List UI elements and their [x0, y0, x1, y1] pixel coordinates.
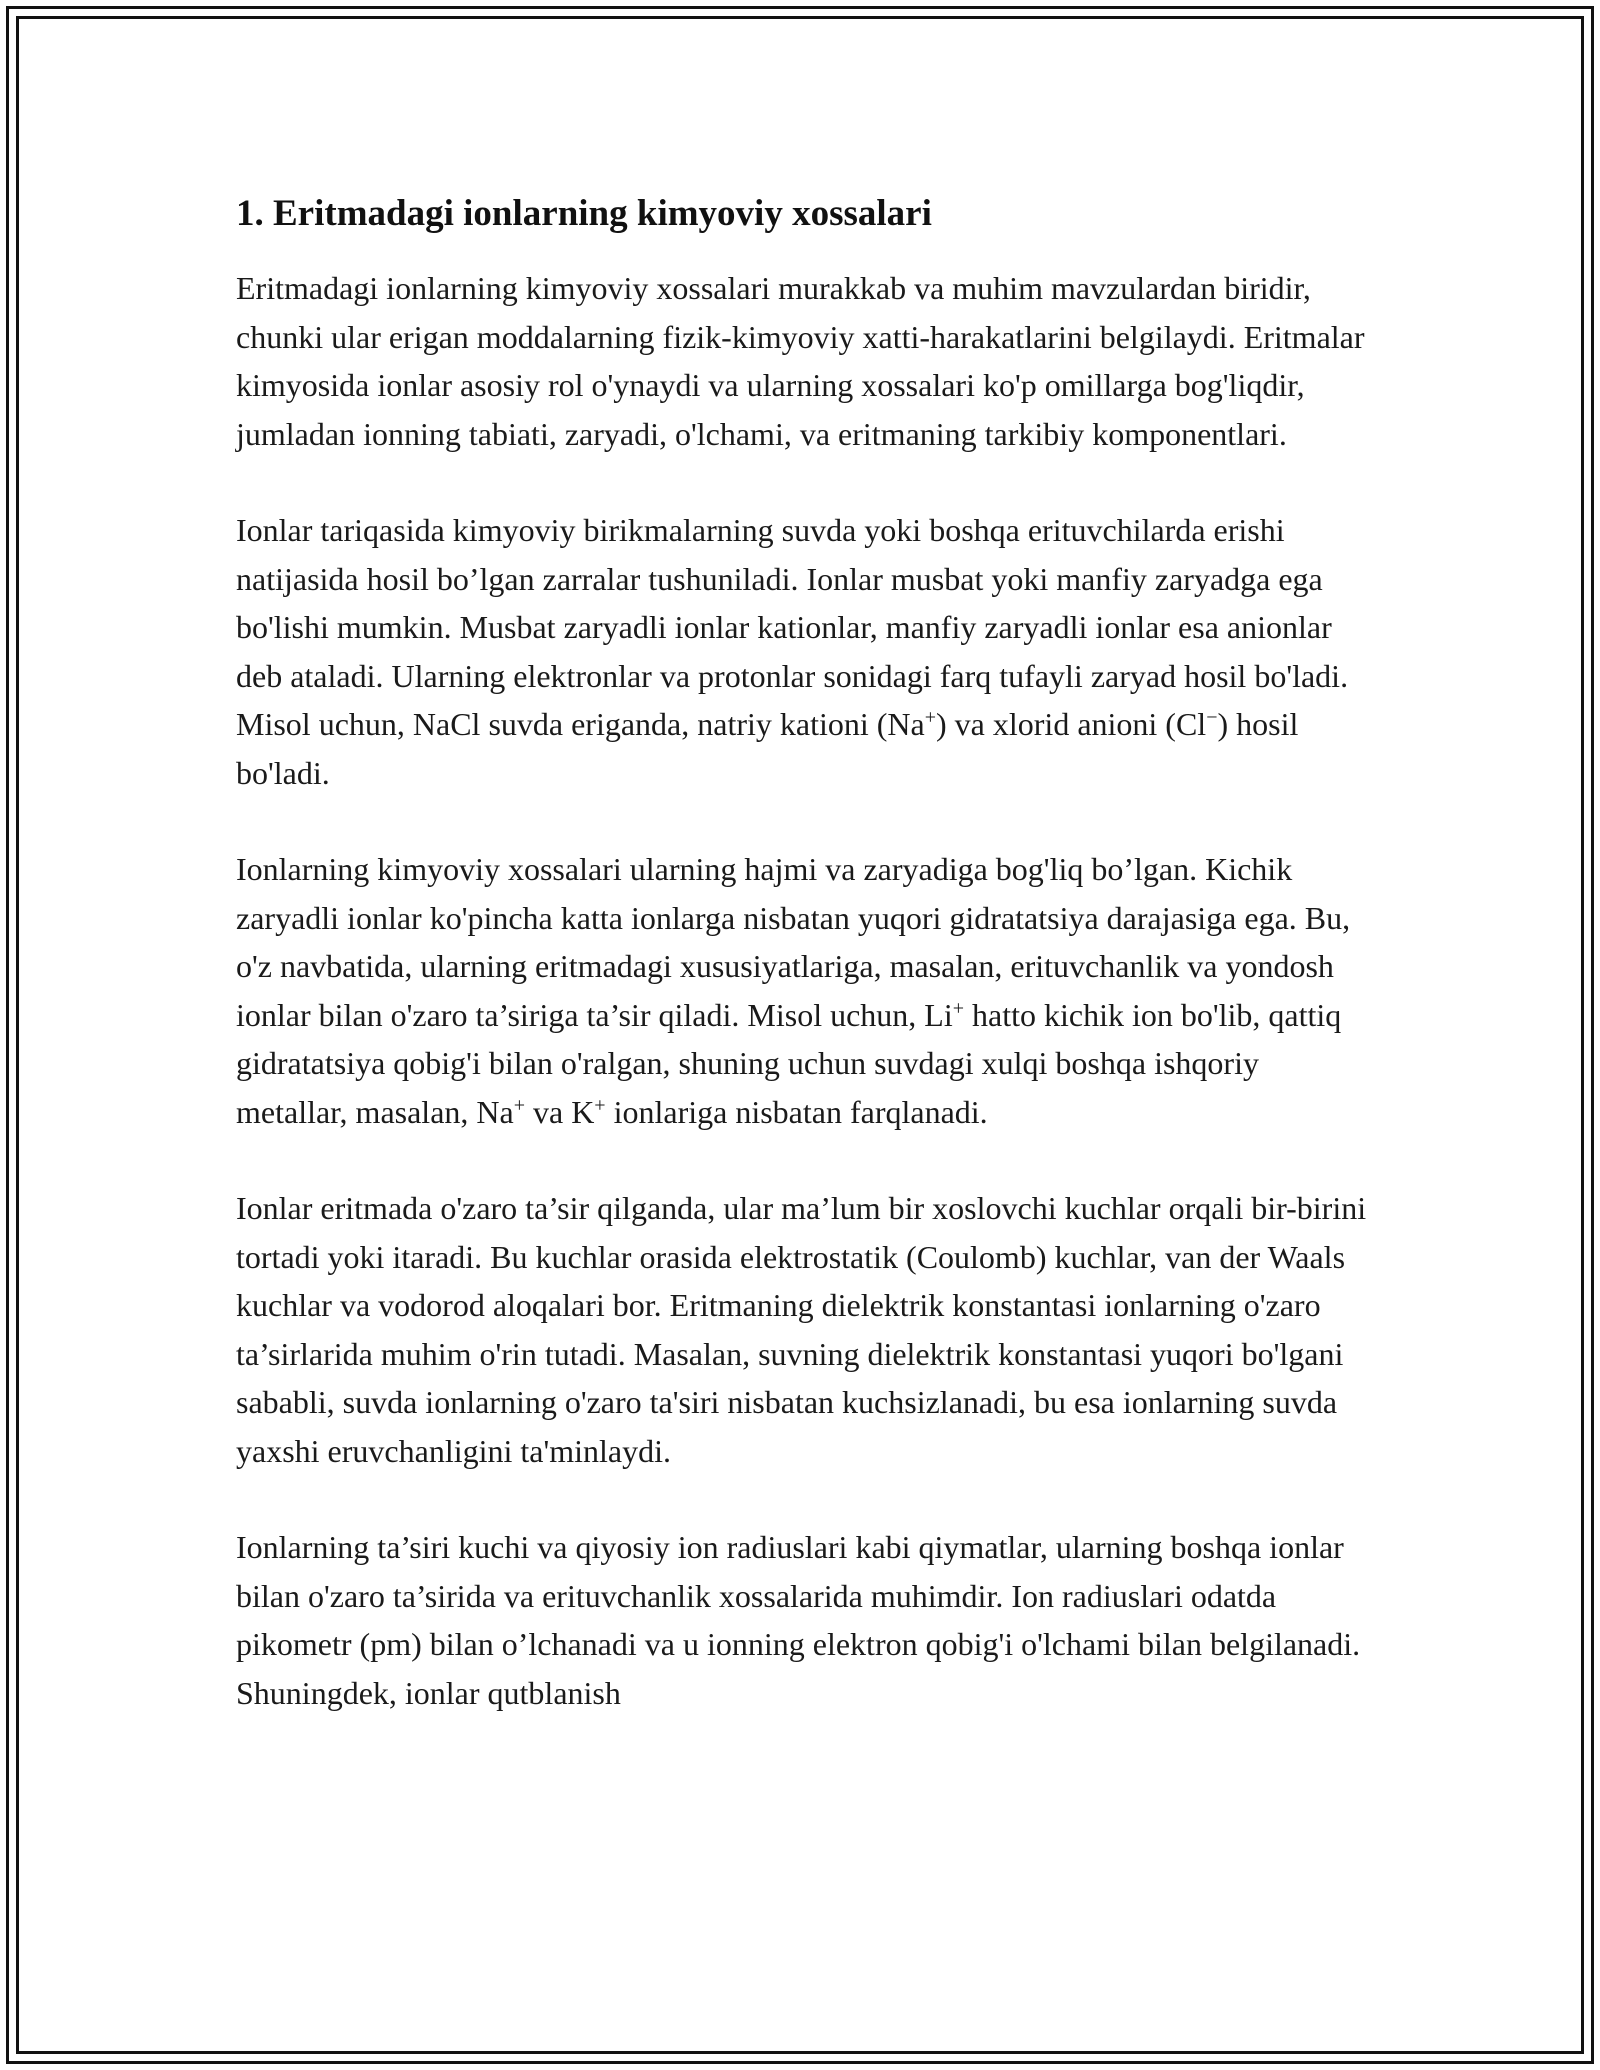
- superscript-plus: +: [952, 996, 964, 1019]
- paragraph-5: Ionlarning ta’siri kuchi va qiyosiy ion radiuslari kabi qiymatlar, ularning boshqa ionlar bilan o'zaro ta’sirida va erituvchanlik xossalarida muhimdir. Ion radiuslari odatda pikometr (pm) bilan o’lchanadi va u ionning elektron qobig'i o'lchami bilan belgilanadi. Shuningdek, ionlar qutblanish: [236, 1529, 1361, 1711]
- superscript-minus: −: [1206, 706, 1218, 729]
- superscript-plus: +: [924, 706, 937, 729]
- paragraph-4: Ionlar eritmada o'zaro ta’sir qilganda, ular ma’lum bir xoslovchi kuchlar orqali bir-birini tortadi yoki itaradi. Bu kuchlar orasida elektrostatik (Coulomb) kuchlar, van der Waals kuchlar va vodorod aloqalari bor. Eritmaning dielektrik konstantasi ionlarning o'zaro ta’sirlarida muhim o'rin tutadi. Masalan, suvning dielektrik konstantasi yuqori bo'lgani sababli, suvda ionlarning o'zaro ta'siri nisbatan kuchsizlanadi, bu esa ionlarning suvda yaxshi eruvchanligini ta'minlaydi.: [236, 1190, 1367, 1469]
- paragraph-3-text-4: ionlariga nisbatan farqlanadi.: [605, 1093, 988, 1130]
- paragraph-2-text-3: ) hosil bo'ladi.: [236, 706, 1299, 791]
- section-heading: 1. Eritmadagi ionlarning kimyoviy xossalari: [236, 193, 932, 234]
- paragraph-3-text-1: Ionlarning kimyoviy xossalari ularning hajmi va zaryadiga bog'liq bo’lgan. Kichik zaryadli ionlar ko'pincha katta ionlarga nisbatan yuqori gidratatsiya darajasiga ega. Bu, o'z navbatida, ularning eritmadagi xususiyatlariga, masalan, erituvchanlik va yondosh ionlar bilan o'zaro ta’siriga ta’sir qiladi. Misol uchun, Li: [236, 851, 1351, 1033]
- paragraph-1: Eritmadagi ionlarning kimyoviy xossalari murakkab va muhim mavzulardan biridir, chunki ular erigan moddalarning fizik-kimyoviy xatti-harakatlarini belgilaydi. Eritmalar kimyosida ionlar asosiy rol o'ynaydi va ularning xossalari ko'p omillarga bog'liqdir, jumladan ionning tabiati, zaryadi, o'lchami, va eritmaning tarkibiy komponentlari.: [236, 270, 1365, 452]
- paragraph-3: [236, 845, 1376, 1136]
- paragraph-3-text-2: hatto kichik ion bo'lib, qattiq gidratatsiya qobig'i bilan o'ralgan, shuning uchun suvdagi xulqi boshqa ishqoriy metallar, masalan, Na: [236, 996, 1342, 1130]
- superscript-plus: +: [594, 1093, 606, 1116]
- paragraph-2-text-2: ) va xlorid anioni (Cl: [936, 706, 1207, 742]
- paragraph-2: [236, 506, 1376, 797]
- document-body: [236, 190, 1376, 1765]
- paragraph-3-text-3: va K: [524, 1093, 595, 1130]
- paragraph-2-text-1: Ionlar tariqasida kimyoviy birikmalarning suvda yoki boshqa erituvchilarda erishi natijasida hosil bo’lgan zarralar tushuniladi. Ionlar musbat yoki manfiy zaryadga ega bo'lishi mumkin. Musbat zaryadli ionlar kationlar, manfiy zaryadli ionlar esa anionlar deb ataladi. Ularning elektronlar va protonlar sonidagi farq tufayli zaryad hosil bo'ladi. Misol uchun, NaCl suvda eriganda, natriy kationi (Na: [236, 512, 1349, 742]
- superscript-plus: +: [513, 1093, 525, 1116]
